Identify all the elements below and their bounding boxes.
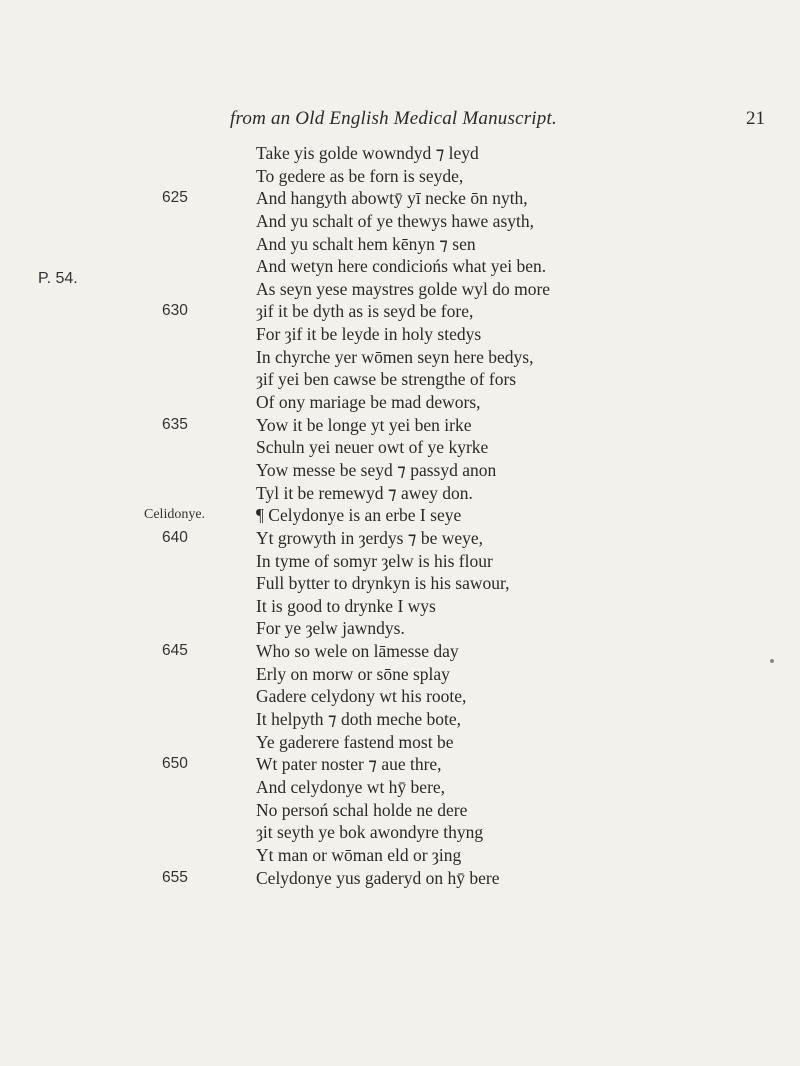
verse-text: Who so wele on lāmesse day — [256, 641, 459, 662]
verse-text: ȝit seyth ye bok awondyre thyng — [256, 822, 484, 843]
verse-line — [256, 595, 550, 618]
verse-text: As seyn yese maystres golde wyl do more — [256, 278, 551, 299]
verse-text: Ye gaderere fastend most be — [256, 731, 454, 752]
verse-text: Take yis golde wowndyd ⁊ leyd — [256, 143, 479, 163]
verse-line — [256, 142, 550, 165]
verse-line — [256, 210, 550, 233]
verse-text: Wt pater noster ⁊ aue thre, — [256, 754, 442, 775]
verse-text: And wetyn here condiciońs what yei ben. — [256, 256, 547, 277]
line-number: 630 — [162, 302, 188, 320]
line-number: 625 — [162, 189, 188, 207]
verse-text: ȝif yei ben cawse be strengthe of fors — [256, 369, 517, 390]
line-number: 645 — [162, 642, 188, 660]
verse-text: For ye ȝelw jawndys. — [256, 618, 405, 639]
running-title: from an Old English Medical Manuscript. — [230, 108, 557, 129]
verse-text: In chyrche yer wōmen seyn here bedys, — [256, 346, 534, 367]
verse-text: Yow it be longe yt yei ben irke — [256, 414, 472, 435]
verse-line — [144, 504, 550, 527]
line-number: 635 — [162, 415, 188, 433]
verse-line — [256, 368, 550, 391]
verse-line — [256, 844, 550, 867]
verse-line — [256, 776, 550, 799]
verse-line — [162, 527, 550, 550]
verse-line — [256, 617, 550, 640]
verse-line — [256, 346, 550, 369]
paper-speck — [770, 659, 774, 663]
verse-line — [256, 459, 550, 482]
verse-text: In tyme of somyr ȝelw is his flour — [256, 550, 493, 571]
verse-text: Gadere celydony wt his roote, — [256, 686, 467, 707]
verse-text: ȝif it be dyth as is seyd be fore, — [256, 301, 474, 322]
line-number: 640 — [162, 528, 188, 546]
verse-line — [256, 799, 550, 822]
verse-text: Tyl it be remewyd ⁊ awey don. — [256, 482, 473, 503]
verse-line — [162, 414, 550, 437]
verse-text: No persoń schal holde ne dere — [256, 799, 468, 820]
verse-text: ¶ Celydonye is an erbe I seye — [256, 505, 462, 526]
verse-text: For ȝif it be leyde in holy stedys — [256, 324, 482, 345]
verse-line — [256, 482, 550, 505]
verse-line — [256, 165, 550, 188]
verse-line — [162, 187, 550, 210]
verse-line — [162, 300, 550, 323]
verse-line — [256, 685, 550, 708]
verse-lines — [144, 142, 551, 889]
verse-text: Erly on morw or sōne splay — [256, 663, 450, 684]
verse-text: And yu schalt of ye thewys hawe asyth, — [256, 210, 534, 231]
verse-line — [256, 255, 550, 278]
verse-line — [256, 391, 550, 414]
verse-text: And yu schalt hem kēnyn ⁊ sen — [256, 233, 476, 254]
verse-text: It is good to drynke I wys — [256, 595, 436, 616]
verse-text: Yow messe be seyd ⁊ passyd anon — [256, 459, 497, 480]
verse-text: Of ony mariage be mad dewors, — [256, 392, 481, 413]
side-page-reference: P. 54. — [38, 270, 78, 287]
page-number: 21 — [746, 108, 765, 129]
verse-line — [162, 640, 550, 663]
verse-text: Schuln yei neuer owt of ye kyrke — [256, 437, 489, 458]
verse-text: Celydonye yus gaderyd on hȳ bere — [256, 867, 500, 888]
line-number: 650 — [162, 755, 188, 773]
verse-line — [256, 550, 550, 573]
verse-line — [256, 663, 550, 686]
verse-text: Yt man or wōman eld or ȝing — [256, 844, 462, 865]
verse-text: Full bytter to drynkyn is his sawour, — [256, 573, 510, 594]
verse-text: To gedere as be forn is seyde, — [256, 165, 464, 186]
verse-text: And hangyth abowtȳ yī necke ōn nyth, — [256, 188, 528, 209]
verse-line — [256, 323, 550, 346]
verse-line — [162, 753, 550, 776]
verse-text: Yt growyth in ȝerdys ⁊ be weye, — [256, 527, 484, 548]
verse-text: It helpyth ⁊ doth meche bote, — [256, 709, 462, 730]
verse-line — [256, 233, 550, 256]
verse-text: And celydonye wt hȳ bere, — [256, 776, 446, 797]
verse-line — [256, 278, 550, 301]
marginal-note: Celidonye. — [144, 507, 206, 523]
verse-line — [256, 708, 550, 731]
verse-line — [256, 731, 550, 754]
line-number: 655 — [162, 868, 188, 886]
verse-line — [162, 867, 550, 890]
verse-line — [256, 436, 550, 459]
verse-line — [256, 821, 550, 844]
verse-line — [256, 572, 550, 595]
